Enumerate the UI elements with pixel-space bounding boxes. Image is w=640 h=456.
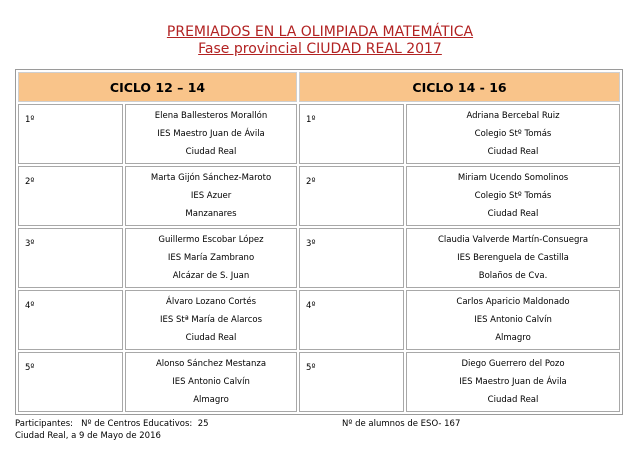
winner-name: Diego Guerrero del Pozo: [461, 359, 565, 369]
winner-name: Adriana Bercebal Ruiz: [466, 111, 560, 121]
winner-name: Miriam Ucendo Somolinos: [457, 173, 569, 183]
winner-city: Ciudad Real: [487, 395, 539, 405]
left-winner-cell: [125, 166, 297, 226]
results-table-body: [18, 104, 620, 412]
winner-name: Claudia Valverde Martín-Consuegra: [437, 235, 589, 245]
right-place-cell: 5º: [299, 352, 404, 412]
winner-city: Ciudad Real: [185, 147, 237, 157]
column-header-ciclo-12-14: CICLO 12 – 14: [18, 72, 297, 102]
table-header-row: [18, 72, 620, 102]
left-winner-cell: [125, 290, 297, 350]
right-winner-cell: [406, 352, 620, 412]
winner-school: IES Azuer: [190, 191, 232, 201]
table-row: [18, 104, 620, 164]
winner-school: IES Maestro Juan de Ávila: [157, 129, 265, 139]
left-place-cell: 3º: [18, 228, 123, 288]
winner-city: Ciudad Real: [487, 209, 539, 219]
left-place-cell: 5º: [18, 352, 123, 412]
column-header-ciclo-14-16: CICLO 14 - 16: [299, 72, 620, 102]
participants-students: Nº de alumnos de ESO- 167: [342, 419, 461, 429]
place-and-date: Ciudad Real, a 9 de Mayo de 2016: [15, 431, 161, 441]
winner-name: Alonso Sánchez Mestanza: [155, 359, 267, 369]
winner-school: IES Antonio Calvín: [172, 377, 250, 387]
table-row: [18, 166, 620, 226]
right-winner-cell: [406, 104, 620, 164]
table-row: [18, 228, 620, 288]
winner-name: Marta Gijón Sánchez-Maroto: [150, 173, 272, 183]
table-row: [18, 290, 620, 350]
winner-city: Manzanares: [185, 209, 237, 219]
winner-school: IES María Zambrano: [167, 253, 255, 263]
winner-city: Ciudad Real: [185, 333, 237, 343]
winner-name: Guillermo Escobar López: [158, 235, 264, 245]
winner-city: Alcázar de S. Juan: [172, 271, 250, 281]
winner-name: Álvaro Lozano Cortés: [166, 297, 257, 307]
left-place-cell: 4º: [18, 290, 123, 350]
winner-city: Almagro: [193, 395, 229, 405]
right-place-cell: 3º: [299, 228, 404, 288]
results-table: [15, 69, 623, 415]
winner-school: Colegio Stº Tomás: [474, 129, 552, 139]
right-winner-cell: [406, 166, 620, 226]
winner-school: IES Antonio Calvín: [474, 315, 552, 325]
winner-school: IES Berenguela de Castilla: [457, 253, 569, 263]
winner-school: IES Stª María de Alarcos: [159, 315, 263, 325]
winner-city: Bolaños de Cva.: [478, 271, 548, 281]
winner-school: IES Maestro Juan de Ávila: [459, 377, 567, 387]
left-winner-cell: [125, 228, 297, 288]
left-place-cell: 2º: [18, 166, 123, 226]
page-title: PREMIADOS EN LA OLIMPIADA MATEMÁTICA: [166, 24, 474, 40]
participants-centers: Participantes: Nº de Centros Educativos: 25: [15, 419, 209, 429]
right-place-cell: 2º: [299, 166, 404, 226]
winner-name: Carlos Aparicio Maldonado: [456, 297, 570, 307]
left-winner-cell: [125, 352, 297, 412]
right-winner-cell: [406, 290, 620, 350]
winner-city: Almagro: [495, 333, 531, 343]
winner-school: Colegio Stº Tomás: [474, 191, 552, 201]
table-row: [18, 352, 620, 412]
right-winner-cell: [406, 228, 620, 288]
right-place-cell: 1º: [299, 104, 404, 164]
winner-city: Ciudad Real: [487, 147, 539, 157]
right-place-cell: 4º: [299, 290, 404, 350]
winner-name: Elena Ballesteros Morallón: [154, 111, 268, 121]
left-winner-cell: [125, 104, 297, 164]
page-subtitle: Fase provincial CIUDAD REAL 2017: [198, 41, 442, 57]
left-place-cell: 1º: [18, 104, 123, 164]
